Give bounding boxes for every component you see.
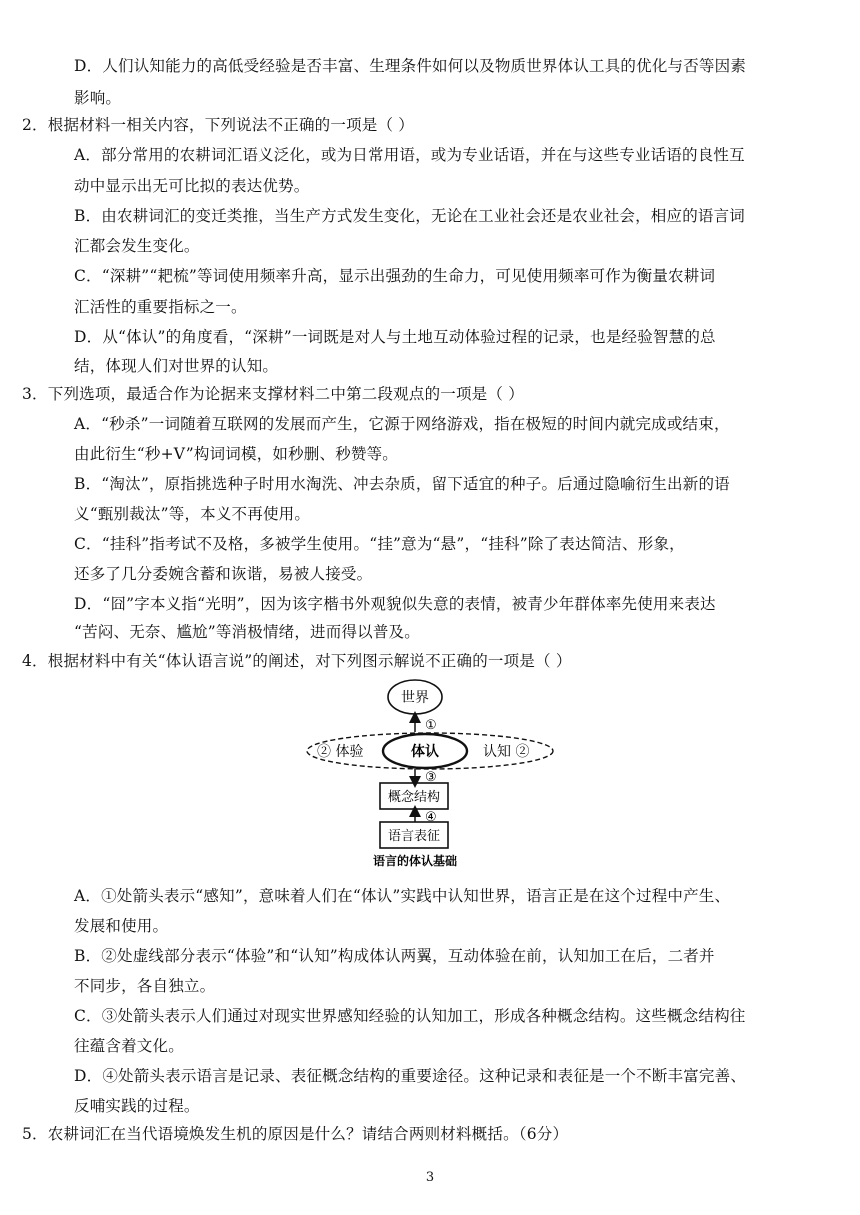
q4-option-a-line1: A．①处箭头表示“感知”，意味着人们在“体认”实践中认知世界，语言正是在这个过程中产生、 bbox=[74, 887, 731, 905]
q3-option-c-line2: 还多了几分委婉含蓄和诙谐，易被人接受。 bbox=[74, 565, 373, 583]
q2-option-c-line2: 汇活性的重要指标之一。 bbox=[74, 298, 247, 316]
q2-option-b-line2: 汇都会发生变化。 bbox=[74, 237, 200, 255]
world-label: 世界 bbox=[401, 690, 429, 706]
diagram-svg bbox=[305, 670, 555, 870]
q2-option-a-line1: A．部分常用的农耕词汇语义泛化，或为日常用语，或为专业话语，并在与这些专业话语的良性互 bbox=[74, 146, 745, 164]
concept-label: 概念结构 bbox=[387, 790, 441, 805]
q1-option-d-line1: D．人们认知能力的高低受经验是否丰富、生理条件如何以及物质世界体认工具的优化与否等因素 bbox=[74, 57, 747, 75]
q2-option-a-line2: 动中显示出无可比拟的表达优势。 bbox=[74, 177, 310, 195]
experience-label: ② 体验 bbox=[317, 744, 364, 760]
q4-option-c-line1: C．③处箭头表示人们通过对现实世界感知经验的认知加工，形成各种概念结构。这些概念结构往 bbox=[74, 1007, 746, 1025]
question-2: 2．根据材料一相关内容，下列说法不正确的一项是（ ） bbox=[22, 116, 414, 134]
language-label: 语言表征 bbox=[387, 829, 441, 844]
q3-option-d-line1: D．“囧”字本义指“光明”，因为该字楷书外观貌似失意的表情，被青少年群体率先使用来表达 bbox=[74, 595, 716, 613]
cognition-label: 认知 ② bbox=[483, 744, 530, 760]
question-5: 5．农耕词汇在当代语境焕发生机的原因是什么？请结合两则材料概括。（6分） bbox=[22, 1125, 569, 1143]
q4-option-b-line2: 不同步，各自独立。 bbox=[74, 977, 216, 995]
question-3: 3．下列选项，最适合作为论据来支撑材料二中第二段观点的一项是（ ） bbox=[22, 385, 524, 403]
q2-option-b-line1: B．由农耕词汇的变迁类推，当生产方式发生变化，无论在工业社会还是农业社会，相应的语言词 bbox=[74, 207, 745, 225]
arrow-1-mark: ① bbox=[425, 718, 437, 733]
q3-option-c-line1: C．“挂科”指考试不及格，多被学生使用。“挂”意为“悬”，“挂科”除了表达简洁、形象， bbox=[74, 535, 685, 553]
q4-option-a-line2: 发展和使用。 bbox=[74, 917, 169, 935]
q3-option-b-line2: 义“甄别裁汰”等，本义不再使用。 bbox=[74, 505, 311, 523]
q3-option-b-line1: B．“淘汰”，原指挑选种子时用水淘洗、冲去杂质，留下适宜的种子。后通过隐喻衍生出新的语 bbox=[74, 475, 730, 493]
q2-option-d-line1: D．从“体认”的角度看，“深耕”一词既是对人与土地互动体验过程的记录，也是经验智慧的总 bbox=[74, 328, 716, 346]
page-number: 3 bbox=[425, 1170, 435, 1185]
q4-option-c-line2: 往蕴含着文化。 bbox=[74, 1037, 184, 1055]
q4-option-d-line1: D．④处箭头表示语言是记录、表征概念结构的重要途径。这种记录和表征是一个不断丰富完善、 bbox=[74, 1067, 747, 1085]
embodiment-label: 体认 bbox=[411, 744, 439, 760]
q4-option-b-line1: B．②处虚线部分表示“体验”和“认知”构成体认两翼，互动体验在前，认知加工在后，二者并 bbox=[74, 947, 715, 965]
q2-option-d-line2: 结，体现人们对世界的认知。 bbox=[74, 357, 279, 375]
q2-option-c-line1: C．“深耕”“耙梳”等词使用频率升高，显示出强劲的生命力，可见使用频率可作为衡量农耕词 bbox=[74, 267, 716, 285]
q4-option-d-line2: 反哺实践的过程。 bbox=[74, 1097, 200, 1115]
q1-option-d-line2: 影响。 bbox=[74, 89, 122, 107]
arrow-4-mark: ④ bbox=[425, 810, 437, 825]
diagram-caption: 语言的体认基础 bbox=[372, 854, 458, 868]
embodiment-diagram bbox=[305, 670, 555, 870]
q3-option-a-line1: A．“秒杀”一词随着互联网的发展而产生，它源于网络游戏，指在极短的时间内就完成或结束， bbox=[74, 415, 730, 433]
q3-option-d-line2: “苦闷、无奈、尴尬”等消极情绪，进而得以普及。 bbox=[74, 623, 420, 641]
arrow-3-mark: ③ bbox=[425, 770, 437, 785]
question-4: 4．根据材料中有关“体认语言说”的阐述，对下列图示解说不正确的一项是（ ） bbox=[22, 652, 572, 670]
q3-option-a-line2: 由此衍生“秒+V”构词词模，如秒删、秒赞等。 bbox=[74, 445, 398, 463]
